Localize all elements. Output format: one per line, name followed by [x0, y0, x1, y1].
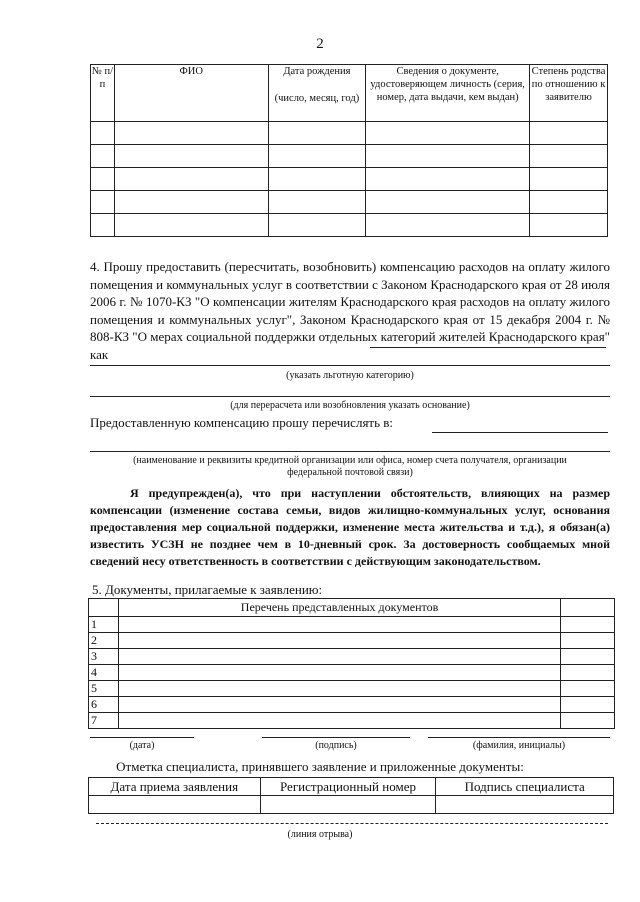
category-caption: (указать льготную категорию) [286, 370, 414, 381]
col-birth-label: Дата рождения [283, 66, 351, 77]
col-birth-header [268, 65, 366, 122]
section-5-title: 5. Документы, прилагаемые к заявлению: [92, 582, 323, 597]
col-birth-format: (число, месяц, год) [274, 93, 360, 104]
warning-text: Я предупрежден(а), что при наступлении обстоятельств, влияющих на размер компенсации (изменение состава семьи, видов жилищно-коммунальных услуг, основания предоставления мер социальной поддержки, изменение места жительства и т.д.), я обязан(а) известить УСЗН не позднее чем в 10-дневный срок. За достоверность сообщаемых мной сведений несу ответственность в соответствии с действующим законодательством. [90, 486, 610, 568]
col-num-header: № п/п [91, 65, 115, 122]
category-input-line-2[interactable] [90, 365, 610, 366]
specialist-table [88, 777, 614, 814]
documents-table [88, 598, 615, 729]
table-row [89, 633, 615, 649]
row-number: 6 [89, 697, 119, 713]
table-row [91, 214, 608, 237]
col-doc-header: Сведения о документе, удостоверяющем личность (серия, номер, дата выдачи, кем выдан) [366, 65, 530, 122]
row-number: 1 [89, 617, 119, 633]
page-number: 2 [316, 36, 324, 52]
basis-caption: (для перерасчета или возобновления указать основание) [230, 400, 470, 411]
bank-caption: (наименование и реквизиты кредитной организации или офиса, номер счета получателя, организации федеральной почтовой связи) [133, 455, 567, 478]
table-row [89, 617, 615, 633]
table-row [89, 697, 615, 713]
specialist-title: Отметка специалиста, принявшего заявление и приложенные документы: [116, 759, 524, 774]
family-members-table [90, 64, 608, 237]
documents-header-label: Перечень представленных документов [118, 599, 560, 617]
basis-input-line[interactable] [90, 396, 610, 397]
row-number: 7 [89, 713, 119, 729]
table-row [89, 713, 615, 729]
row-number: 3 [89, 649, 119, 665]
table-row [89, 665, 615, 681]
registration-number-header: Регистрационный номер [260, 778, 436, 796]
family-table-header [91, 65, 608, 122]
date-signature-line[interactable] [90, 737, 194, 738]
table-row [89, 681, 615, 697]
date-caption: (дата) [129, 740, 155, 751]
table-row [89, 649, 615, 665]
table-row [91, 168, 608, 191]
table-row [89, 796, 614, 814]
bank-input-line[interactable] [90, 451, 610, 452]
row-number: 5 [89, 681, 119, 697]
specialist-signature-header: Подпись специалиста [436, 778, 614, 796]
signature-caption: (подпись) [315, 740, 357, 751]
received-date-header: Дата приема заявления [89, 778, 261, 796]
table-row [91, 145, 608, 168]
table-row [91, 122, 608, 145]
name-signature-line[interactable] [428, 737, 610, 738]
transfer-input-line[interactable] [432, 432, 608, 433]
col-relation-header: Степень родства по отношению к заявителю [530, 65, 608, 122]
col-fio-header: ФИО [114, 65, 268, 122]
category-input-line[interactable] [370, 347, 606, 348]
signature-line[interactable] [262, 737, 410, 738]
documents-table-header [89, 599, 615, 617]
name-caption: (фамилия, инициалы) [472, 740, 566, 751]
cut-line [96, 823, 608, 824]
specialist-table-header [89, 778, 614, 796]
table-row [91, 191, 608, 214]
cut-line-caption: (линия отрыва) [287, 829, 353, 840]
section-4-text: 4. Прошу предоставить (пересчитать, возобновить) компенсацию расходов на оплату жилого помещения и коммунальных услуг в соответствии с Законом Краснодарского края от 28 июля 2006 г. № 1070-КЗ "О компенсации жителям Краснодарского края расходов на оплату жилого помещения и коммунальных услуг", Законом Краснодарского края от 15 декабря 2004 г. № 808-КЗ "О мерах социальной поддержки отдельных категорий жителей Краснодарского края" как [90, 259, 610, 362]
row-number: 2 [89, 633, 119, 649]
transfer-label: Предоставленную компенсацию прошу перечислять в: [90, 415, 394, 430]
row-number: 4 [89, 665, 119, 681]
